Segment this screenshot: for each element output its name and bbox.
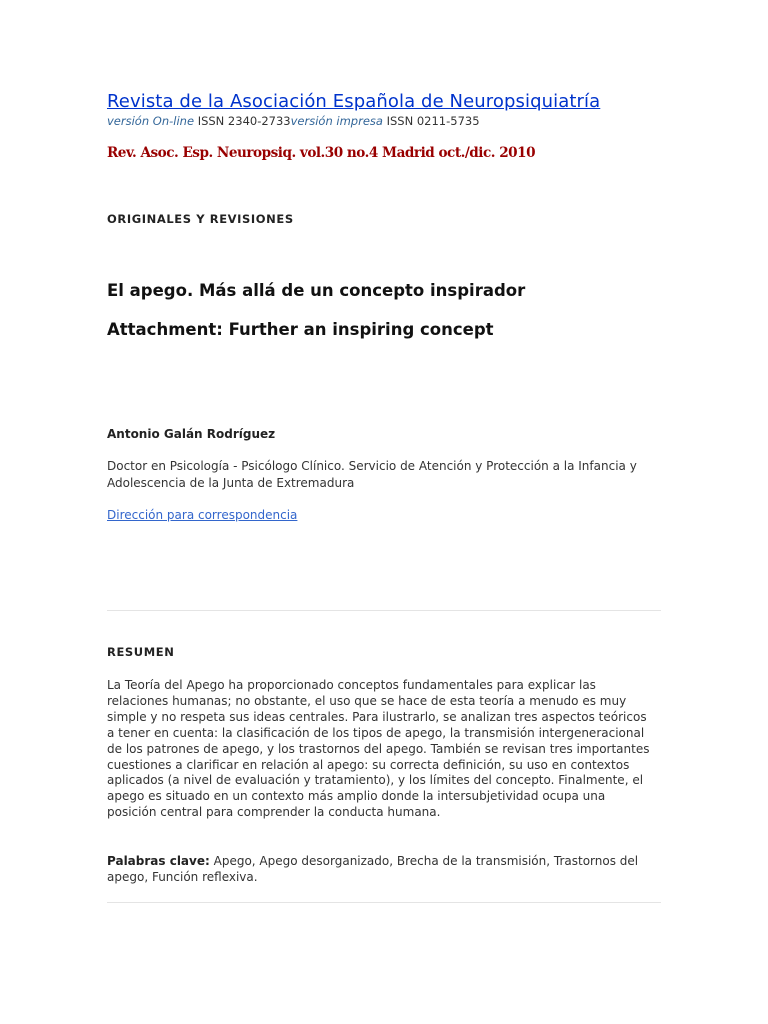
keywords: [107, 853, 655, 885]
author-name: Antonio Galán Rodríguez: [107, 427, 276, 441]
issn-line: [107, 114, 480, 128]
print-issn: ISSN 0211-5735: [386, 114, 480, 128]
online-version-label: versión On-line: [107, 114, 195, 128]
article-title-es: El apego. Más allá de un concepto inspirador: [107, 281, 526, 300]
correspondence-link[interactable]: Dirección para correspondencia: [107, 508, 298, 522]
article-title-en: Attachment: Further an inspiring concept: [107, 320, 494, 339]
section-label: ORIGINALES Y REVISIONES: [107, 212, 294, 226]
online-issn: ISSN 2340-2733: [197, 114, 291, 128]
journal-title-link[interactable]: Revista de la Asociación Española de Neuropsiquiatría: [107, 91, 601, 112]
keywords-list: Apego, Apego desorganizado, Brecha de la transmisión, Trastornos del apego, Función reflexiva.: [107, 854, 639, 884]
author-affiliation: Doctor en Psicología - Psicólogo Clínico. Servicio de Atención y Protección a la Infancia y Adolescencia de la Junta de Extremadura: [107, 459, 637, 490]
keywords-label: Palabras clave:: [107, 854, 210, 868]
abstract-text: La Teoría del Apego ha proporcionado conceptos fundamentales para explicar las relaciones humanas; no obstante, el uso que se hace de esta teoría a menudo es muy simple y no respeta sus ideas centrales. Para ilustrarlo, se analizan tres aspectos teóricos a tener en cuenta: la clasificación de los tipos de apego, la transmisión intergeneracional de los patrones de apego, y los trastornos del apego. También se revisan tres importantes cuestiones a clarificar en relación al apego: su correcta definición, su uso en contextos aplicados (a nivel de evaluación y tratamiento), y los límites del concepto. Finalmente, el apego es situado en un contexto más amplio donde la intersubjetividad ocupa una posición central para comprender la conducta humana.: [107, 678, 650, 820]
citation: Rev. Asoc. Esp. Neuropsiq. vol.30 no.4 Madrid oct./dic. 2010: [107, 145, 536, 161]
divider: [107, 610, 661, 611]
print-version-label: versión impresa: [290, 114, 383, 128]
abstract-heading: RESUMEN: [107, 645, 175, 659]
divider: [107, 902, 661, 903]
